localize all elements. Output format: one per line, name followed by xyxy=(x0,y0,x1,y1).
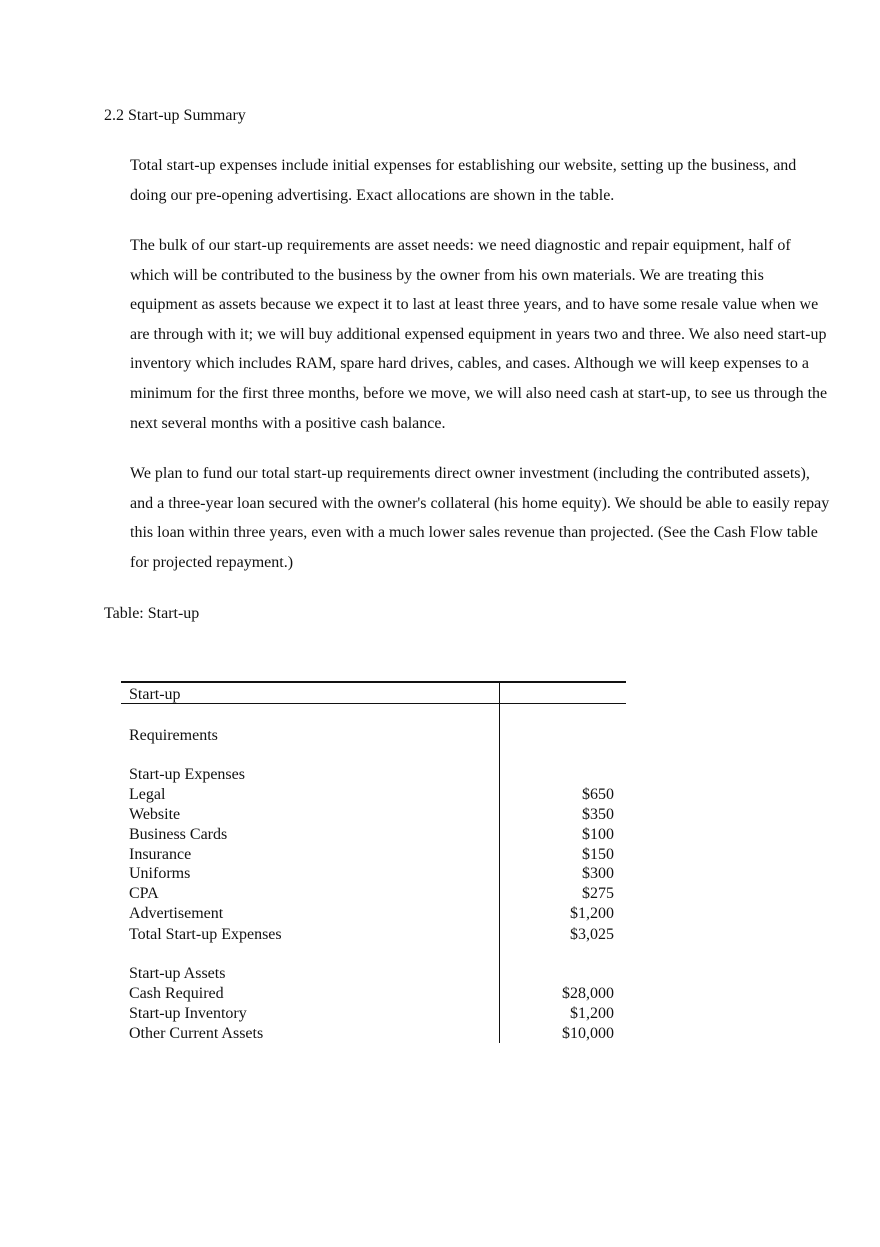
expense-label-legal: Legal xyxy=(129,786,166,803)
expense-label-business-cards: Business Cards xyxy=(129,826,228,843)
asset-value-startup-inventory: $1,200 xyxy=(570,1005,614,1022)
expense-value-insurance: $150 xyxy=(582,846,614,863)
table-header-rule xyxy=(121,703,626,704)
asset-label-startup-inventory: Start-up Inventory xyxy=(129,1005,247,1022)
asset-value-cash-required: $28,000 xyxy=(562,985,614,1002)
expense-label-insurance: Insurance xyxy=(129,846,192,863)
asset-label-cash-required: Cash Required xyxy=(129,985,224,1002)
expense-value-cpa: $275 xyxy=(582,885,614,902)
table-column-divider xyxy=(499,681,500,1043)
expense-value-business-cards: $100 xyxy=(582,826,614,843)
paragraph-expenses: Total start-up expenses include initial expenses for establishing our website, setting up the business, and doing our pre-opening advertising. Exact allocations are shown in the table. xyxy=(130,157,797,204)
total-expenses-label: Total Start-up Expenses xyxy=(129,926,282,943)
expense-value-uniforms: $300 xyxy=(582,865,614,882)
paragraph-funding: We plan to fund our total start-up requirements direct owner investment (including the contributed assets), and a three-year loan secured with the owner's collateral (his home equity). We should be able to easily repay this loan within three years, even with a much lower sales revenue than projected. (See the Cash Flow table for projected repayment.) xyxy=(130,465,830,571)
startup-table xyxy=(121,681,626,1043)
section-heading: 2.2 Start-up Summary xyxy=(104,107,246,124)
paragraph-assets: The bulk of our start-up requirements are asset needs: we need diagnostic and repair equipment, half of which will be contributed to the business by the owner from his own materials. We are treating this equipment as assets because we expect it to last at least three years, and to have some resale value when we are through with it; we will buy additional expensed equipment in years two and three. We also need start-up inventory which includes RAM, spare hard drives, cables, and cases. Although we will keep expenses to a minimum for the first three months, before we move, we will also need cash at start-up, to see us through the next several months with a positive cash balance. xyxy=(130,237,828,432)
table-header: Start-up xyxy=(129,686,181,703)
asset-label-other-current-assets: Other Current Assets xyxy=(129,1025,264,1042)
table-top-rule xyxy=(121,681,626,683)
requirements-label: Requirements xyxy=(129,727,218,744)
table-caption: Table: Start-up xyxy=(104,605,200,622)
asset-value-other-current-assets: $10,000 xyxy=(562,1025,614,1042)
expense-value-advertisement: $1,200 xyxy=(570,905,614,922)
expense-value-legal: $650 xyxy=(582,786,614,803)
expense-label-uniforms: Uniforms xyxy=(129,865,191,882)
expense-value-website: $350 xyxy=(582,806,614,823)
expense-label-advertisement: Advertisement xyxy=(129,905,224,922)
expense-label-website: Website xyxy=(129,806,181,823)
total-expenses-value: $3,025 xyxy=(570,926,614,943)
assets-section-label: Start-up Assets xyxy=(129,965,226,982)
expenses-section-label: Start-up Expenses xyxy=(129,766,245,783)
expense-label-cpa: CPA xyxy=(129,885,159,902)
